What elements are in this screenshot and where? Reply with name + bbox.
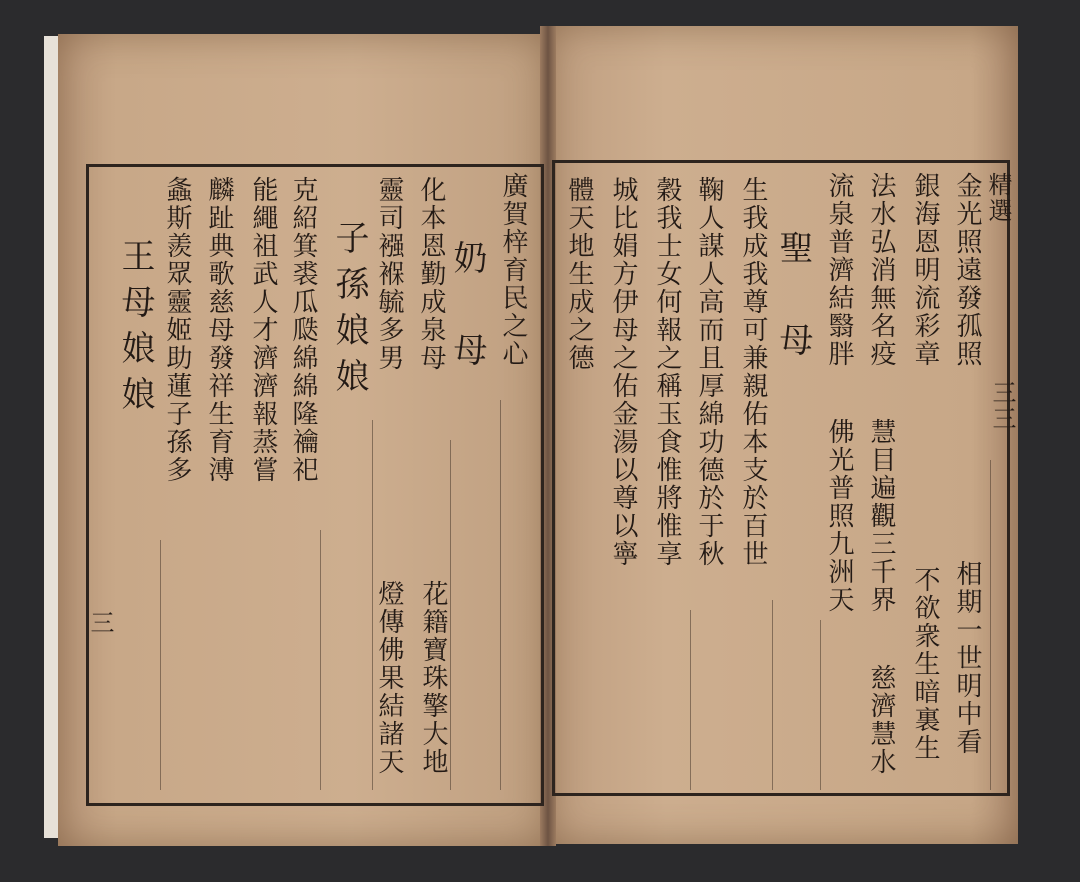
text-column: 生我成我尊可兼親佑本支於百世 — [738, 176, 768, 568]
text-column: 克紹箕裘瓜瓞綿綿隆禴祀 — [288, 176, 318, 484]
text-column: 靈司襁褓毓多男 — [374, 176, 404, 372]
text-column: 流泉普濟結翳胖 — [824, 172, 854, 368]
column-rule — [990, 460, 991, 790]
column-rule — [500, 400, 501, 790]
section-heading: 奶 母 — [447, 240, 487, 378]
folio-number: 三三 — [988, 380, 1016, 432]
text-column: 體天地生成之德 — [564, 176, 594, 372]
column-rule — [372, 420, 373, 790]
folio-number: 三 — [86, 610, 114, 636]
column-rule — [820, 620, 821, 790]
text-column: 穀我士女何報之稱玉食惟將惟享 — [652, 176, 682, 568]
text-column: 銀海恩明流彩章 — [910, 172, 940, 368]
text-column: 城比娟方伊母之佑金湯以尊以寧 — [608, 176, 638, 568]
text-column: 廣賀梓育民之心 — [498, 172, 528, 368]
section-heading: 聖 母 — [773, 230, 813, 368]
text-column: 化本恩勤成泉母 — [416, 176, 446, 372]
column-rule — [690, 610, 691, 790]
header-fragment: 精選 — [984, 172, 1012, 224]
column-rule — [772, 600, 773, 790]
column-rule — [320, 530, 321, 790]
section-heading: 王母娘娘 — [115, 238, 155, 422]
text-column: 鞠人謀人高而且厚綿功德於于秋 — [694, 176, 724, 568]
couplet-column: 慈濟慧水 — [866, 664, 896, 776]
section-heading: 子孫娘娘 — [329, 220, 369, 404]
couplet-column: 慧目遍觀三千界 — [866, 418, 896, 614]
text-column: 能繩祖武人才濟濟報蒸嘗 — [248, 176, 278, 484]
text-column: 螽斯羨眾靈姬助蓮子孫多 — [162, 176, 192, 484]
text-column: 麟趾典歌慈母發祥生育溥 — [204, 176, 234, 484]
text-column: 法水弘消無名疫 — [866, 172, 896, 368]
column-rule — [450, 440, 451, 790]
couplet-column: 燈傳佛果結諸天 — [374, 580, 404, 776]
couplet-column: 花籍寶珠擎大地 — [418, 580, 448, 776]
couplet-column: 佛光普照九洲天 — [824, 418, 854, 614]
column-rule — [160, 540, 161, 790]
couplet-column: 相期一世明中看 — [952, 560, 982, 756]
couplet-column: 不欲衆生暗裏生 — [910, 566, 940, 762]
text-column: 金光照遠發孤照 — [952, 172, 982, 368]
